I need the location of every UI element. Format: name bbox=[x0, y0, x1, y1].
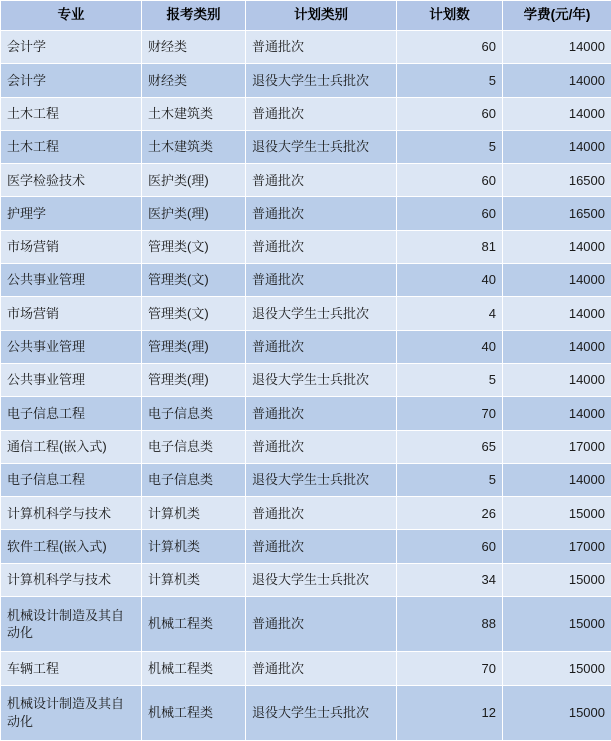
cell-plan-type: 普通批次 bbox=[246, 264, 397, 297]
cell-plan-type: 退役大学生士兵批次 bbox=[246, 363, 397, 396]
cell-count: 70 bbox=[397, 652, 503, 685]
cell-count: 70 bbox=[397, 397, 503, 430]
cell-category: 管理类(文) bbox=[142, 264, 246, 297]
cell-major: 公共事业管理 bbox=[1, 330, 142, 363]
cell-plan-type: 退役大学生士兵批次 bbox=[246, 64, 397, 97]
cell-major: 电子信息工程 bbox=[1, 463, 142, 496]
cell-count: 5 bbox=[397, 130, 503, 163]
cell-category: 计算机类 bbox=[142, 563, 246, 596]
cell-category: 土木建筑类 bbox=[142, 97, 246, 130]
cell-plan-type: 普通批次 bbox=[246, 31, 397, 64]
cell-plan-type: 普通批次 bbox=[246, 164, 397, 197]
header-plan-type: 计划类别 bbox=[246, 1, 397, 31]
table-row bbox=[1, 97, 611, 130]
cell-category: 电子信息类 bbox=[142, 463, 246, 496]
cell-plan-type: 普通批次 bbox=[246, 97, 397, 130]
cell-fee: 15000 bbox=[503, 597, 611, 652]
cell-plan-type: 普通批次 bbox=[246, 397, 397, 430]
cell-category: 机械工程类 bbox=[142, 652, 246, 685]
cell-fee: 14000 bbox=[503, 297, 611, 330]
cell-fee: 15000 bbox=[503, 652, 611, 685]
cell-major: 市场营销 bbox=[1, 230, 142, 263]
cell-fee: 14000 bbox=[503, 130, 611, 163]
cell-count: 40 bbox=[397, 330, 503, 363]
cell-count: 4 bbox=[397, 297, 503, 330]
cell-category: 管理类(文) bbox=[142, 297, 246, 330]
cell-major: 市场营销 bbox=[1, 297, 142, 330]
table-row bbox=[1, 363, 611, 396]
cell-fee: 14000 bbox=[503, 230, 611, 263]
table-row bbox=[1, 530, 611, 563]
cell-category: 管理类(文) bbox=[142, 230, 246, 263]
cell-fee: 14000 bbox=[503, 64, 611, 97]
cell-category: 电子信息类 bbox=[142, 397, 246, 430]
table-body bbox=[1, 31, 611, 741]
cell-major: 土木工程 bbox=[1, 130, 142, 163]
cell-category: 管理类(理) bbox=[142, 363, 246, 396]
cell-fee: 17000 bbox=[503, 430, 611, 463]
cell-category: 机械工程类 bbox=[142, 597, 246, 652]
table-row bbox=[1, 685, 611, 740]
cell-major: 电子信息工程 bbox=[1, 397, 142, 430]
cell-plan-type: 普通批次 bbox=[246, 330, 397, 363]
cell-count: 60 bbox=[397, 97, 503, 130]
cell-plan-type: 普通批次 bbox=[246, 652, 397, 685]
table-row bbox=[1, 297, 611, 330]
cell-count: 34 bbox=[397, 563, 503, 596]
cell-fee: 15000 bbox=[503, 563, 611, 596]
cell-plan-type: 普通批次 bbox=[246, 530, 397, 563]
cell-category: 医护类(理) bbox=[142, 164, 246, 197]
cell-count: 60 bbox=[397, 197, 503, 230]
table-row bbox=[1, 230, 611, 263]
cell-category: 财经类 bbox=[142, 31, 246, 64]
cell-plan-type: 退役大学生士兵批次 bbox=[246, 297, 397, 330]
cell-major: 护理学 bbox=[1, 197, 142, 230]
cell-category: 土木建筑类 bbox=[142, 130, 246, 163]
cell-major: 机械设计制造及其自动化 bbox=[1, 685, 142, 740]
table-row bbox=[1, 397, 611, 430]
header-count: 计划数 bbox=[397, 1, 503, 31]
cell-fee: 14000 bbox=[503, 31, 611, 64]
cell-major: 会计学 bbox=[1, 64, 142, 97]
table-row bbox=[1, 264, 611, 297]
table-row bbox=[1, 430, 611, 463]
cell-fee: 16500 bbox=[503, 197, 611, 230]
cell-fee: 16500 bbox=[503, 164, 611, 197]
cell-fee: 14000 bbox=[503, 97, 611, 130]
cell-plan-type: 普通批次 bbox=[246, 497, 397, 530]
cell-category: 计算机类 bbox=[142, 530, 246, 563]
cell-plan-type: 退役大学生士兵批次 bbox=[246, 130, 397, 163]
cell-count: 26 bbox=[397, 497, 503, 530]
cell-plan-type: 普通批次 bbox=[246, 230, 397, 263]
table-header-row bbox=[1, 1, 611, 31]
cell-category: 机械工程类 bbox=[142, 685, 246, 740]
table-row bbox=[1, 652, 611, 685]
table-row bbox=[1, 597, 611, 652]
header-fee: 学费(元/年) bbox=[503, 1, 611, 31]
cell-major: 软件工程(嵌入式) bbox=[1, 530, 142, 563]
table-row bbox=[1, 64, 611, 97]
cell-category: 管理类(理) bbox=[142, 330, 246, 363]
table-row bbox=[1, 563, 611, 596]
cell-category: 电子信息类 bbox=[142, 430, 246, 463]
cell-category: 医护类(理) bbox=[142, 197, 246, 230]
cell-plan-type: 普通批次 bbox=[246, 597, 397, 652]
cell-fee: 15000 bbox=[503, 497, 611, 530]
cell-fee: 14000 bbox=[503, 330, 611, 363]
cell-fee: 14000 bbox=[503, 363, 611, 396]
cell-major: 土木工程 bbox=[1, 97, 142, 130]
cell-major: 计算机科学与技术 bbox=[1, 563, 142, 596]
cell-fee: 14000 bbox=[503, 397, 611, 430]
cell-count: 60 bbox=[397, 31, 503, 64]
table-row bbox=[1, 31, 611, 64]
cell-plan-type: 普通批次 bbox=[246, 430, 397, 463]
cell-count: 12 bbox=[397, 685, 503, 740]
table-row bbox=[1, 330, 611, 363]
cell-count: 81 bbox=[397, 230, 503, 263]
cell-count: 5 bbox=[397, 64, 503, 97]
table-row bbox=[1, 130, 611, 163]
cell-category: 计算机类 bbox=[142, 497, 246, 530]
cell-count: 40 bbox=[397, 264, 503, 297]
cell-major: 机械设计制造及其自动化 bbox=[1, 597, 142, 652]
cell-fee: 17000 bbox=[503, 530, 611, 563]
cell-major: 公共事业管理 bbox=[1, 363, 142, 396]
cell-count: 5 bbox=[397, 463, 503, 496]
cell-category: 财经类 bbox=[142, 64, 246, 97]
cell-major: 医学检验技术 bbox=[1, 164, 142, 197]
table-row bbox=[1, 497, 611, 530]
header-category: 报考类别 bbox=[142, 1, 246, 31]
cell-count: 5 bbox=[397, 363, 503, 396]
cell-plan-type: 退役大学生士兵批次 bbox=[246, 563, 397, 596]
cell-plan-type: 普通批次 bbox=[246, 197, 397, 230]
cell-fee: 14000 bbox=[503, 264, 611, 297]
header-major: 专业 bbox=[1, 1, 142, 31]
cell-plan-type: 退役大学生士兵批次 bbox=[246, 685, 397, 740]
cell-major: 公共事业管理 bbox=[1, 264, 142, 297]
cell-major: 通信工程(嵌入式) bbox=[1, 430, 142, 463]
cell-count: 65 bbox=[397, 430, 503, 463]
cell-fee: 14000 bbox=[503, 463, 611, 496]
cell-major: 车辆工程 bbox=[1, 652, 142, 685]
cell-major: 会计学 bbox=[1, 31, 142, 64]
cell-major: 计算机科学与技术 bbox=[1, 497, 142, 530]
cell-count: 60 bbox=[397, 164, 503, 197]
table-row bbox=[1, 197, 611, 230]
cell-count: 60 bbox=[397, 530, 503, 563]
table-row bbox=[1, 164, 611, 197]
table-row bbox=[1, 463, 611, 496]
cell-count: 88 bbox=[397, 597, 503, 652]
cell-plan-type: 退役大学生士兵批次 bbox=[246, 463, 397, 496]
cell-fee: 15000 bbox=[503, 685, 611, 740]
